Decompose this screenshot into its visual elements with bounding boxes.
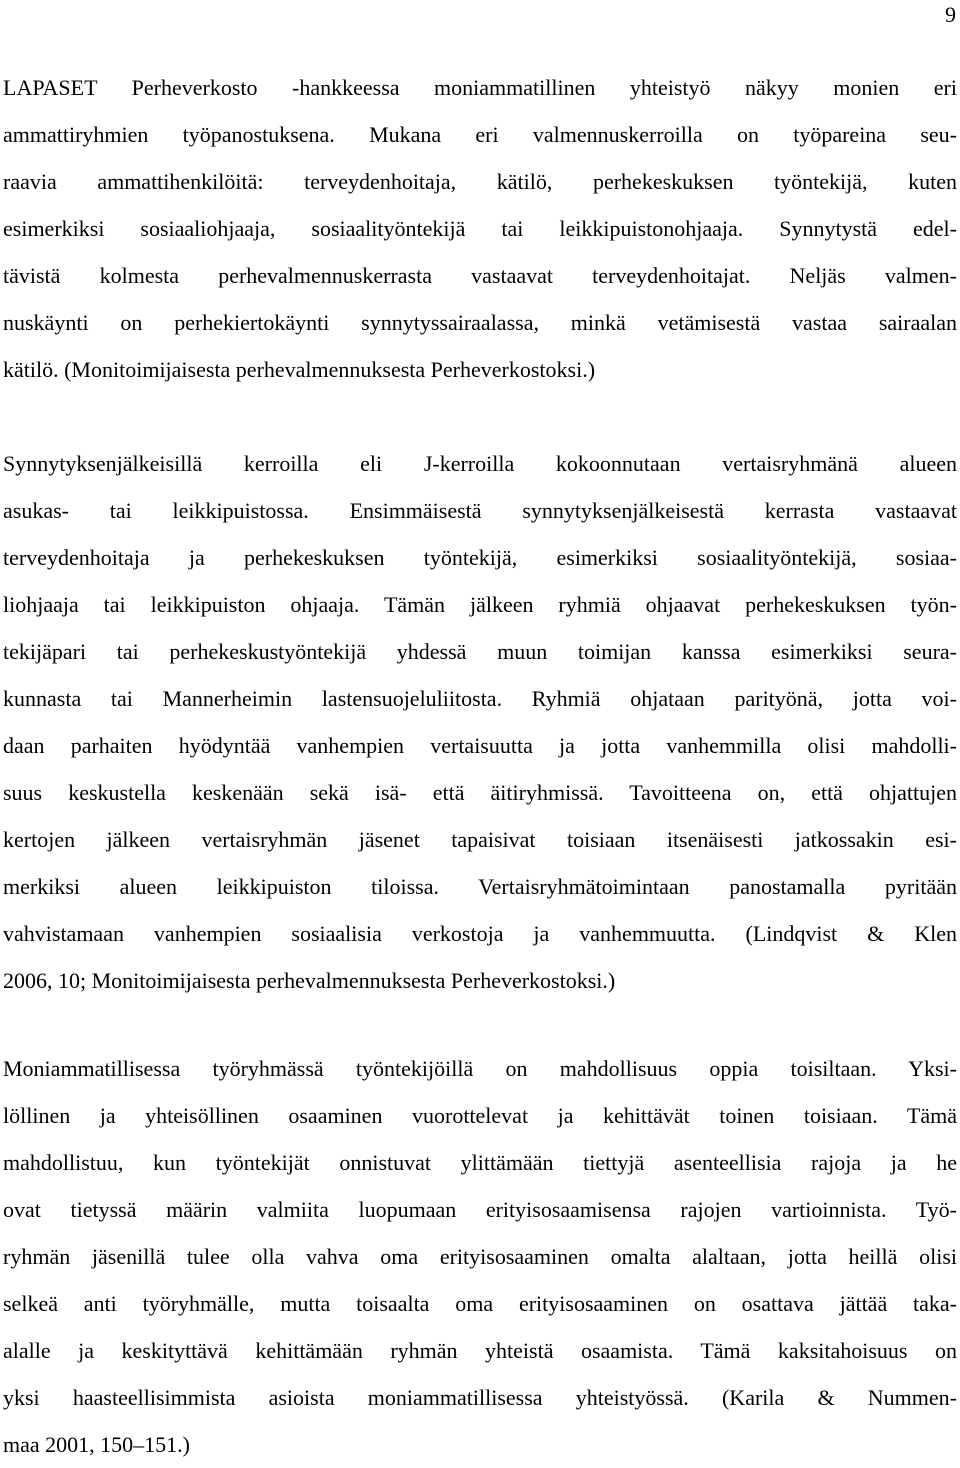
text-line: vahvistamaan vanhempien sosiaalisia verkostoja ja vanhemmuutta. (Lindqvist & Klen <box>3 921 957 946</box>
text-line: alalle ja keskityttävä kehittämään ryhmän yhteistä osaamista. Tämä kaksitahoisuus on <box>3 1338 957 1363</box>
text-line: terveydenhoitaja ja perhekeskuksen työntekijä, esimerkiksi sosiaalityöntekijä, sosiaa- <box>3 545 957 570</box>
paragraph-multiprofessional-team <box>3 1045 957 1468</box>
text-line: ammattiryhmien työpanostuksena. Mukana eri valmennuskerroilla on työpareina seu- <box>3 122 957 147</box>
text-line: Synnytyksenjälkeisillä kerroilla eli J-kerroilla kokoonnutaan vertaisryhmänä alueen <box>3 451 957 476</box>
text-line: ryhmän jäsenillä tulee olla vahva oma erityisosaaminen omalta alaltaan, jotta heillä olisi <box>3 1244 957 1269</box>
text-line: 2006, 10; Monitoimijaisesta perhevalmennuksesta Perheverkostoksi.) <box>3 968 616 993</box>
text-line: kätilö. (Monitoimijaisesta perhevalmennuksesta Perheverkostoksi.) <box>3 357 596 382</box>
text-line: daan parhaiten hyödyntää vanhempien vertaisuutta ja jotta vanhemmilla olisi mahdolli- <box>3 733 957 758</box>
text-line: esimerkiksi sosiaaliohjaaja, sosiaalityöntekijä tai leikkipuistonohjaaja. Synnytystä edel- <box>3 216 957 241</box>
text-line: merkiksi alueen leikkipuiston tiloissa. Vertaisryhmätoimintaan panostamalla pyritään <box>3 874 957 899</box>
text-line: kertojen jälkeen vertaisryhmän jäsenet tapaisivat toisiaan itsenäisesti jatkossakin esi- <box>3 827 957 852</box>
text-line: mahdollistuu, kun työntekijät onnistuvat ylittämään tiettyjä asenteellisia rajoja ja he <box>3 1150 957 1175</box>
text-line: löllinen ja yhteisöllinen osaaminen vuorottelevat ja kehittävät toinen toisiaan. Tämä <box>3 1103 957 1128</box>
text-line: nuskäynti on perhekiertokäynti synnytyssairaalassa, minkä vetämisestä vastaa sairaalan <box>3 310 957 335</box>
paragraph-peer-groups <box>3 440 957 1004</box>
text-line: tekijäpari tai perhekeskustyöntekijä yhdessä muun toimijan kanssa esimerkiksi seura- <box>3 639 957 664</box>
text-line: liohjaaja tai leikkipuiston ohjaaja. Tämän jälkeen ryhmiä ohjaavat perhekeskuksen työn- <box>3 592 957 617</box>
text-line: maa 2001, 150–151.) <box>3 1432 190 1457</box>
text-line: ovat tietyssä määrin valmiita luopumaan erityisosaamisensa rajojen vartioinnista. Työ- <box>3 1197 957 1222</box>
text-line: tävistä kolmesta perhevalmennuskerrasta vastaavat terveydenhoitajat. Neljäs valmen- <box>3 263 957 288</box>
text-line: selkeä anti työryhmälle, mutta toisaalta oma erityisosaaminen on osattava jättää taka- <box>3 1291 957 1316</box>
text-line: yksi haasteellisimmista asioista moniammatillisessa yhteistyössä. (Karila & Nummen- <box>3 1385 957 1410</box>
text-line: asukas- tai leikkipuistossa. Ensimmäisestä synnytyksenjälkeisestä kerrasta vastaavat <box>3 498 957 523</box>
text-line: suus keskustella keskenään sekä isä- että äitiryhmissä. Tavoitteena on, että ohjattujen <box>3 780 957 805</box>
text-line: kunnasta tai Mannerheimin lastensuojeluliitosta. Ryhmiä ohjataan parityönä, jotta voi- <box>3 686 957 711</box>
paragraph-lapaset-collaboration <box>3 64 957 393</box>
text-line: Moniammatillisessa työryhmässä työntekijöillä on mahdollisuus oppia toisiltaan. Yksi- <box>3 1056 957 1081</box>
text-line: LAPASET Perheverkosto -hankkeessa moniammatillinen yhteistyö näkyy monien eri <box>3 75 957 100</box>
page-number: 9 <box>945 2 956 27</box>
text-line: raavia ammattihenkilöitä: terveydenhoitaja, kätilö, perhekeskuksen työntekijä, kuten <box>3 169 957 194</box>
